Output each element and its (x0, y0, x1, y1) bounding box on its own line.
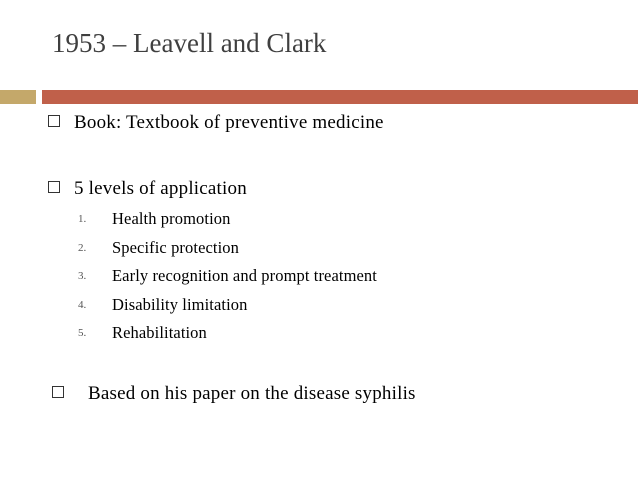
list-number: 1. (78, 213, 87, 225)
slide-title: 1953 – Leavell and Clark (52, 28, 327, 58)
list-number: 2. (78, 241, 87, 254)
list-item (78, 238, 377, 267)
checkbox-icon (48, 181, 60, 193)
bullet-text: Based on his paper on the disease syphilis (88, 383, 416, 404)
list-number: 4. (78, 298, 87, 311)
list-text: Rehabilitation (112, 323, 207, 342)
list-item (78, 295, 377, 324)
list-text: Health promotion (112, 209, 231, 228)
bullet-text: Book: Textbook of preventive medicine (74, 112, 384, 133)
checkbox-icon (48, 115, 60, 127)
list-item (78, 323, 377, 352)
bullet-item (48, 112, 384, 134)
title-rule-accent (0, 90, 36, 104)
list-text: Disability limitation (112, 294, 248, 314)
list-number: 5. (78, 327, 87, 339)
list-number: 3. (78, 270, 87, 282)
list-text: Early recognition and prompt treatment (112, 266, 377, 285)
levels-list (78, 209, 377, 352)
list-item (78, 209, 377, 238)
list-text: Specific protection (112, 237, 239, 257)
bullet-item (48, 178, 247, 200)
list-item (78, 266, 377, 295)
bullet-text: 5 levels of application (74, 178, 247, 199)
bullet-item (52, 383, 416, 405)
title-rule (42, 90, 638, 104)
checkbox-icon (52, 386, 64, 398)
